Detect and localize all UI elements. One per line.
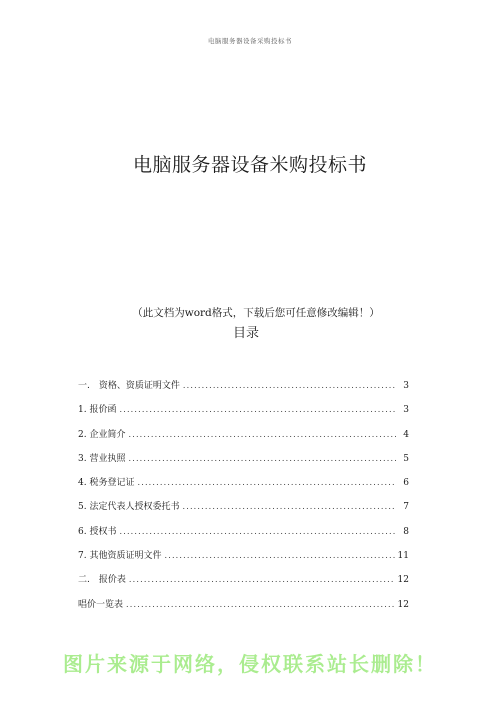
toc-leader-dots [137, 478, 396, 487]
toc-heading: 目录 [232, 326, 259, 341]
toc-entry-page: 3 [403, 405, 409, 416]
toc-entry-label: 4. 税务登记证 [78, 478, 135, 489]
toc-entry-page: 12 [397, 575, 409, 586]
toc-entry-page: 7 [403, 502, 409, 513]
toc-entry-label: 7. 其他资质证明文件 [78, 551, 162, 562]
toc-entry-page: 6 [403, 478, 409, 489]
toc-entry-page: 12 [397, 599, 409, 610]
toc-entry-label: 二. 报价表 [78, 575, 126, 586]
toc-entry [78, 524, 409, 548]
toc-entry [78, 427, 409, 451]
running-header: 电脑服务器设备采购投标书 [208, 37, 292, 45]
toc-entry [78, 499, 409, 523]
toc-leader-dots [119, 405, 396, 414]
toc-entry [78, 572, 409, 596]
toc-entry-label: 6. 授权书 [78, 526, 117, 537]
toc-entry-page: 4 [403, 429, 409, 440]
toc-entry-label: 1. 报价函 [78, 405, 117, 416]
toc-entry-page: 3 [403, 381, 409, 391]
toc-leader-dots [128, 430, 396, 439]
toc-entry-label: 5. 法定代表人授权委托书 [78, 502, 180, 513]
watermark-text: 图片来源于网络，侵权联系站长删除！ [63, 652, 437, 676]
toc-entry-page: 5 [403, 453, 409, 464]
table-of-contents [78, 378, 409, 621]
edit-note: （此文档为word格式，下载后您可任意修改编辑！） [132, 307, 380, 319]
toc-entry [78, 597, 409, 621]
toc-entry-page: 8 [403, 526, 409, 537]
toc-entry [78, 475, 409, 499]
toc-leader-dots [183, 381, 396, 390]
toc-leader-dots [128, 454, 396, 463]
toc-entry [78, 378, 409, 402]
document-title: 电脑服务器设备米购投标书 [132, 154, 367, 176]
toc-entry-label: 一. 资格、资质证明文件 [78, 381, 180, 391]
toc-leader-dots [182, 502, 396, 511]
toc-entry [78, 451, 409, 475]
toc-leader-dots [129, 575, 395, 584]
toc-entry [78, 402, 409, 426]
toc-leader-dots [126, 600, 395, 609]
toc-entry-label: 2. 企业简介 [78, 429, 126, 440]
toc-entry-label: 唱价一览表 [78, 599, 124, 610]
toc-leader-dots [119, 527, 396, 536]
toc-entry [78, 548, 409, 572]
toc-entry-label: 3. 营业执照 [78, 453, 126, 464]
toc-leader-dots [164, 551, 394, 560]
toc-entry-page: 11 [397, 551, 409, 562]
